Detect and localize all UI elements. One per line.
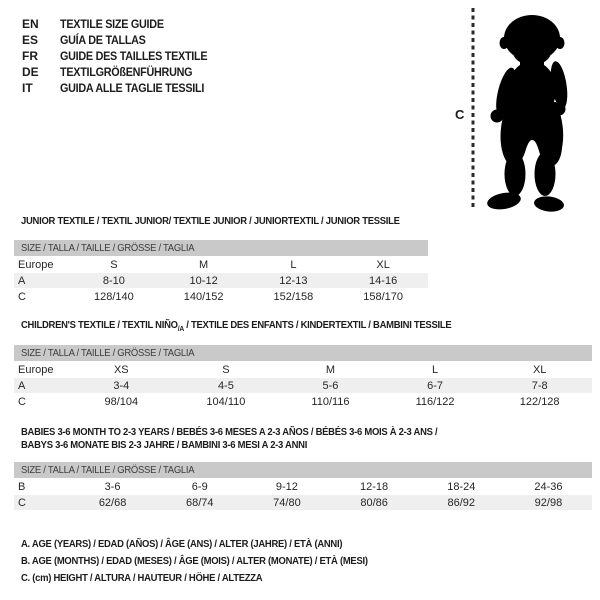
section-title-babies-line1: BABIES 3-6 MONTH TO 2-3 YEARS / BEBÉS 3-6 MESES A 2-3 AÑOS / BÉBÉS 3-6 MOIS À 2-3 ANS / xyxy=(21,426,438,438)
age-cell: 3-6 xyxy=(104,481,121,493)
age-cell: 10-12 xyxy=(189,275,218,287)
height-cell: 80/86 xyxy=(360,497,388,509)
size-header-row xyxy=(14,345,592,361)
children-size-table xyxy=(14,345,592,409)
language-title: TEXTILE SIZE GUIDE xyxy=(60,17,164,31)
height-cell: 86/92 xyxy=(447,497,476,509)
note-text: C. (cm) HEIGHT / ALTURA / HAUTEUR / HÖHE / ALTEZZA xyxy=(21,572,263,584)
age-cell: 9-12 xyxy=(275,481,298,493)
size-cell: S xyxy=(222,364,230,376)
note-age-years xyxy=(21,536,406,553)
size-header-row xyxy=(14,240,428,256)
height-cell: 98/104 xyxy=(104,396,139,408)
height-cell: 122/128 xyxy=(519,396,560,408)
height-cell: 158/170 xyxy=(363,291,403,303)
height-cell: 74/80 xyxy=(273,497,301,509)
table-row-age-years xyxy=(14,272,428,288)
language-title: TEXTILGRÖßENFÜHRUNG xyxy=(60,65,193,79)
age-cell: 12-18 xyxy=(360,481,389,493)
size-cell: XS xyxy=(113,364,129,376)
age-cell: 18-24 xyxy=(447,481,476,493)
size-header-label: SIZE / TALLA / TAILLE / GRÖSSE / TAGLIA xyxy=(21,242,195,254)
junior-size-table xyxy=(14,240,428,304)
language-row-es xyxy=(22,32,224,48)
size-cell: M xyxy=(325,364,336,376)
height-cell: 68/74 xyxy=(185,497,214,509)
table-row-age-months xyxy=(14,478,592,494)
section-title-babies-line2: BABYS 3-6 MONATE BIS 2-3 JAHRE / BAMBINI 3-6 MESI A 2-3 ANNI xyxy=(21,439,308,451)
age-cell: 5-6 xyxy=(322,380,339,392)
language-code: IT xyxy=(22,81,33,95)
note-text: B. AGE (MONTHS) / EDAD (MESES) / ÂGE (MOIS) / ALTER (MONATE) / ETÀ (MESI) xyxy=(21,555,368,567)
row-label: A xyxy=(18,380,26,392)
height-measure-dashed-line xyxy=(471,8,475,208)
size-header-label: SIZE / TALLA / TAILLE / GRÖSSE / TAGLIA xyxy=(21,464,195,476)
row-label: A xyxy=(18,275,26,287)
table-row-height-cm xyxy=(14,494,592,510)
row-label: C xyxy=(18,497,26,509)
age-cell: 4-5 xyxy=(217,380,234,392)
size-cell: L xyxy=(432,364,439,376)
size-cell: XL xyxy=(376,259,390,271)
age-cell: 8-10 xyxy=(102,275,125,287)
legend-notes xyxy=(21,536,406,587)
size-cell: XL xyxy=(532,364,547,376)
language-row-it xyxy=(22,80,224,96)
size-cell: M xyxy=(199,259,209,271)
language-row-en xyxy=(22,16,224,32)
height-cell: 104/110 xyxy=(206,396,246,408)
height-cell: 152/158 xyxy=(273,291,314,303)
section-title-junior xyxy=(21,215,442,228)
table-row-height-cm xyxy=(14,288,428,304)
section-title-children-text xyxy=(21,319,451,335)
table-row-age-years xyxy=(14,377,592,393)
height-cell: 92/98 xyxy=(534,497,563,509)
size-header-row xyxy=(14,462,592,478)
height-cell: 128/140 xyxy=(93,291,134,303)
size-cell: L xyxy=(290,259,297,271)
age-cell: 6-7 xyxy=(427,380,444,392)
table-row-europe xyxy=(14,361,592,377)
language-row-fr xyxy=(22,48,224,64)
language-row-de xyxy=(22,64,224,80)
size-header-label: SIZE / TALLA / TAILLE / GRÖSSE / TAGLIA xyxy=(21,347,195,359)
language-title: GUIDE DES TAILLES TEXTILE xyxy=(60,49,208,63)
language-code: EN xyxy=(22,17,39,31)
language-code: DE xyxy=(22,65,39,79)
size-cell: S xyxy=(110,259,118,271)
age-cell: 3-4 xyxy=(113,380,130,392)
age-cell: 24-36 xyxy=(534,481,563,493)
section-title-babies xyxy=(21,426,484,452)
row-label: C xyxy=(18,291,26,303)
language-title: GUIDA ALLE TAGLIE TESSILI xyxy=(60,81,205,95)
row-label: Europe xyxy=(18,364,54,376)
height-measure-label: C xyxy=(455,107,465,122)
age-cell: 12-13 xyxy=(279,275,308,287)
title-subscript: /A xyxy=(177,324,184,334)
babies-size-table xyxy=(14,462,592,510)
row-label: Europe xyxy=(18,259,54,271)
language-code: FR xyxy=(22,49,38,63)
toddler-silhouette-icon xyxy=(478,8,584,212)
title-pre: CHILDREN'S TEXTILE / TEXTIL NIÑO xyxy=(21,319,178,331)
height-cell: 62/68 xyxy=(98,497,127,509)
table-row-height-cm xyxy=(14,393,592,409)
height-cell: 116/122 xyxy=(415,396,455,408)
height-cell: 140/152 xyxy=(183,291,224,303)
height-cell: 110/116 xyxy=(311,396,350,408)
age-cell: 6-9 xyxy=(191,481,208,493)
language-code: ES xyxy=(22,33,39,47)
section-title-junior-text: JUNIOR TEXTILE / TEXTIL JUNIOR/ TEXTILE JUNIOR / JUNIORTEXTIL / JUNIOR TESSILE xyxy=(21,215,400,227)
title-post: / TEXTILE DES ENFANTS / KINDERTEXTIL / BAMBINI TESSILE xyxy=(183,319,452,331)
language-title: GUÍA DE TALLAS xyxy=(60,33,146,47)
row-label: C xyxy=(18,396,26,408)
age-cell: 7-8 xyxy=(531,380,548,392)
language-title-list xyxy=(22,16,224,96)
note-age-months xyxy=(21,553,406,570)
note-text: A. AGE (YEARS) / EDAD (AÑOS) / ÂGE (ANS) / ALTER (JAHRE) / ETÀ (ANNI) xyxy=(21,538,343,550)
row-label: B xyxy=(18,481,26,493)
age-cell: 14-16 xyxy=(369,275,398,287)
note-height-cm xyxy=(21,570,406,587)
table-row-europe xyxy=(14,256,428,272)
section-title-children xyxy=(21,319,499,335)
